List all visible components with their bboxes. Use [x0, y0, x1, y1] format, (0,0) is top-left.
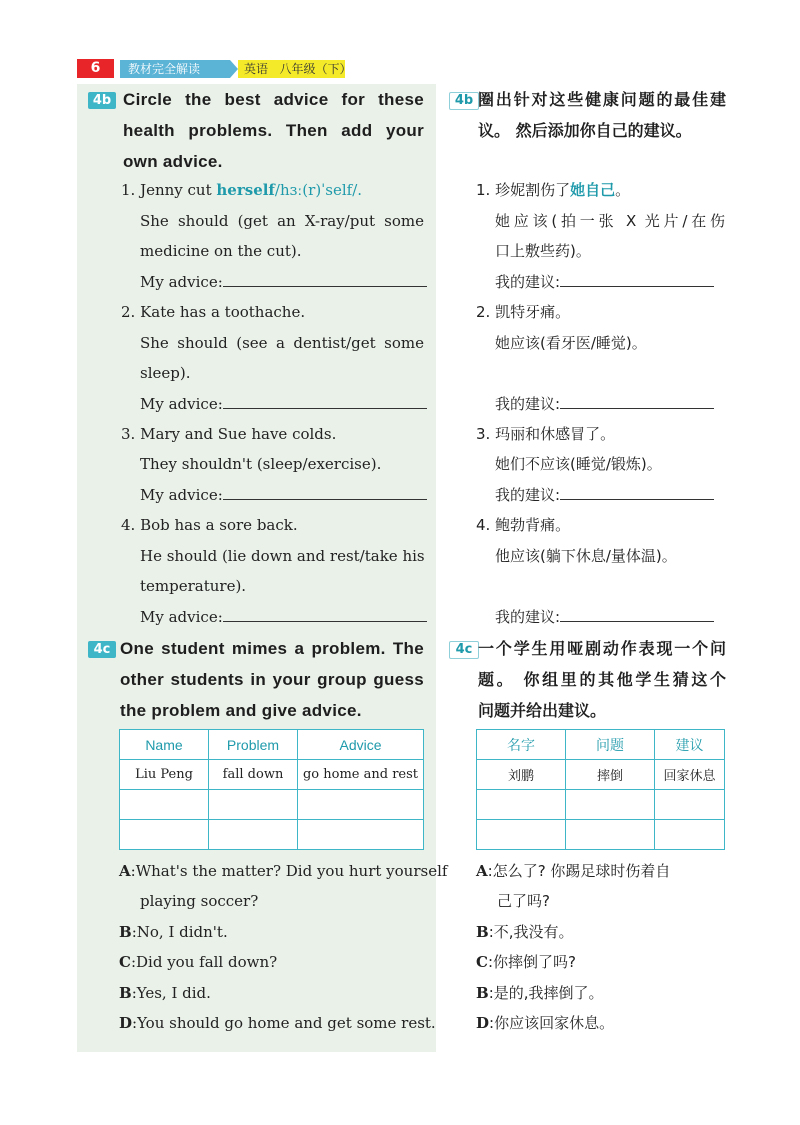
item-2-problem-cn: 2. 凯特牙痛。 [476, 303, 571, 321]
dialog-line-2: B:No, I didn't. [119, 923, 228, 941]
header-bar [120, 60, 352, 78]
item-2-options-cont: sleep). [140, 364, 191, 382]
dialog-line-1: A:What's the matter? Did you hurt yourself [119, 862, 448, 880]
advice-blank-4-cn[interactable] [560, 607, 714, 622]
dialog-line-3: C:Did you fall down? [119, 953, 278, 971]
section-4c-heading-cn: 一个学生用哑剧动作表现一个问 题。 你组里的其他学生猜这个 问题并给出建议。 [478, 639, 726, 720]
item-4-advice-cn: 我的建议: [495, 607, 714, 627]
dialog-line-5: D:You should go home and get some rest. [119, 1014, 436, 1032]
item-2-options: She should (see a dentist/get some [140, 334, 424, 352]
col-header-problem-cn: 问题 [566, 730, 655, 760]
table-cell-blank[interactable] [209, 790, 298, 820]
subject-grade: 英语 八年级（下） [238, 60, 345, 78]
item-1-options-cn: 她应该(拍一张 X 光片/在伤 [495, 212, 725, 230]
group-table [119, 729, 424, 850]
item-1-advice-cn: 我的建议: [495, 272, 714, 292]
advice-blank-4[interactable] [223, 607, 427, 622]
table-cell: Liu Peng [120, 760, 209, 790]
col-header-problem: Problem [209, 730, 298, 760]
table-cell-blank[interactable] [298, 790, 424, 820]
vocab-keyword-cn: 她自己 [570, 181, 616, 199]
item-1-problem-cn: 1. 珍妮割伤了她自己。 [476, 181, 631, 199]
item-4-options-cn: 他应该(躺下休息/量体温)。 [495, 547, 677, 565]
item-2-options-cn: 她应该(看牙医/睡觉)。 [495, 334, 647, 352]
item-2-advice: My advice: [140, 394, 427, 414]
table-cell-blank[interactable] [566, 820, 655, 850]
table-cell-blank[interactable] [298, 820, 424, 850]
table-row[interactable] [120, 790, 424, 820]
table-cell-blank[interactable] [120, 790, 209, 820]
item-1-problem: 1. Jenny cut herself/hɜː(r)ˈself/. [121, 181, 363, 199]
table-row[interactable] [477, 820, 725, 850]
table-row[interactable] [120, 820, 424, 850]
item-3-options-cn: 她们不应该(睡觉/锻炼)。 [495, 455, 662, 473]
group-table-cn [476, 729, 725, 850]
section-4c-heading: One student mimes a problem. The other students in your group guess the problem and give advice. [120, 639, 424, 720]
advice-blank-3-cn[interactable] [560, 485, 714, 500]
col-header-advice-cn: 建议 [655, 730, 725, 760]
item-4-options: He should (lie down and rest/take his [140, 547, 425, 565]
table-cell-blank[interactable] [120, 820, 209, 850]
vocab-keyword: herself [216, 181, 275, 199]
table-cell: fall down [209, 760, 298, 790]
advice-blank-2[interactable] [223, 394, 427, 409]
section-badge-4c: 4c [88, 641, 116, 658]
item-4-problem-cn: 4. 鲍勃背痛。 [476, 516, 571, 534]
item-1-advice: My advice: [140, 272, 427, 292]
section-4b-heading-cn: 圈出针对这些健康问题的最佳建 议。 然后添加你自己的建议。 [478, 90, 726, 140]
item-4-advice: My advice: [140, 607, 427, 627]
col-header-advice: Advice [298, 730, 424, 760]
table-cell: 摔倒 [566, 760, 655, 790]
item-4-problem: 4. Bob has a sore back. [121, 516, 298, 534]
item-1-options-cn-cont: 口上敷些药)。 [495, 242, 591, 260]
item-3-options: They shouldn't (sleep/exercise). [140, 455, 382, 473]
dialog-line-4: B:Yes, I did. [119, 984, 211, 1002]
table-header-row [120, 730, 424, 760]
table-cell: 回家休息 [655, 760, 725, 790]
item-2-problem: 2. Kate has a toothache. [121, 303, 306, 321]
item-1-options: She should (get an X-ray/put some [140, 212, 424, 230]
section-badge-4b-cn: 4b [449, 92, 479, 110]
header-arrow [230, 60, 238, 78]
item-1-options-cont: medicine on the cut). [140, 242, 302, 260]
section-badge-4c-cn: 4c [449, 641, 479, 659]
table-row [477, 760, 725, 790]
advice-blank-1[interactable] [223, 272, 427, 287]
table-cell-blank[interactable] [655, 820, 725, 850]
item-3-advice-cn: 我的建议: [495, 485, 714, 505]
table-cell-blank[interactable] [477, 790, 566, 820]
dialog-line-1-cn-cont: 己了吗? [497, 892, 550, 910]
page-number: 6 [77, 59, 114, 78]
table-cell-blank[interactable] [477, 820, 566, 850]
item-4-options-cont: temperature). [140, 577, 247, 595]
dialog-line-4-cn: B:是的,我摔倒了。 [476, 984, 604, 1002]
dialog-line-3-cn: C:你摔倒了吗? [476, 953, 576, 971]
table-row[interactable] [477, 790, 725, 820]
col-header-name-cn: 名字 [477, 730, 566, 760]
dialog-line-1-cn: A:怎么了? 你踢足球时伤着自 [476, 862, 671, 880]
phonetic: /hɜː(r)ˈself/. [274, 181, 363, 199]
item-3-problem-cn: 3. 玛丽和休感冒了。 [476, 425, 616, 443]
section-badge-4b: 4b [88, 92, 116, 109]
item-2-advice-cn: 我的建议: [495, 394, 714, 414]
advice-blank-2-cn[interactable] [560, 394, 714, 409]
book-title: 教材完全解读 [120, 60, 230, 78]
table-cell-blank[interactable] [209, 820, 298, 850]
table-cell: 刘鹏 [477, 760, 566, 790]
table-cell: go home and rest [298, 760, 424, 790]
table-cell-blank[interactable] [566, 790, 655, 820]
advice-blank-3[interactable] [223, 485, 427, 500]
section-4b-heading: Circle the best advice for these health problems. Then add your own advice. [123, 90, 424, 171]
dialog-line-1-cont: playing soccer? [140, 892, 259, 910]
advice-blank-1-cn[interactable] [560, 272, 714, 287]
item-3-advice: My advice: [140, 485, 427, 505]
dialog-line-2-cn: B:不,我没有。 [476, 923, 574, 941]
table-cell-blank[interactable] [655, 790, 725, 820]
table-row [120, 760, 424, 790]
col-header-name: Name [120, 730, 209, 760]
table-header-row [477, 730, 725, 760]
item-3-problem: 3. Mary and Sue have colds. [121, 425, 337, 443]
dialog-line-5-cn: D:你应该回家休息。 [476, 1014, 615, 1032]
